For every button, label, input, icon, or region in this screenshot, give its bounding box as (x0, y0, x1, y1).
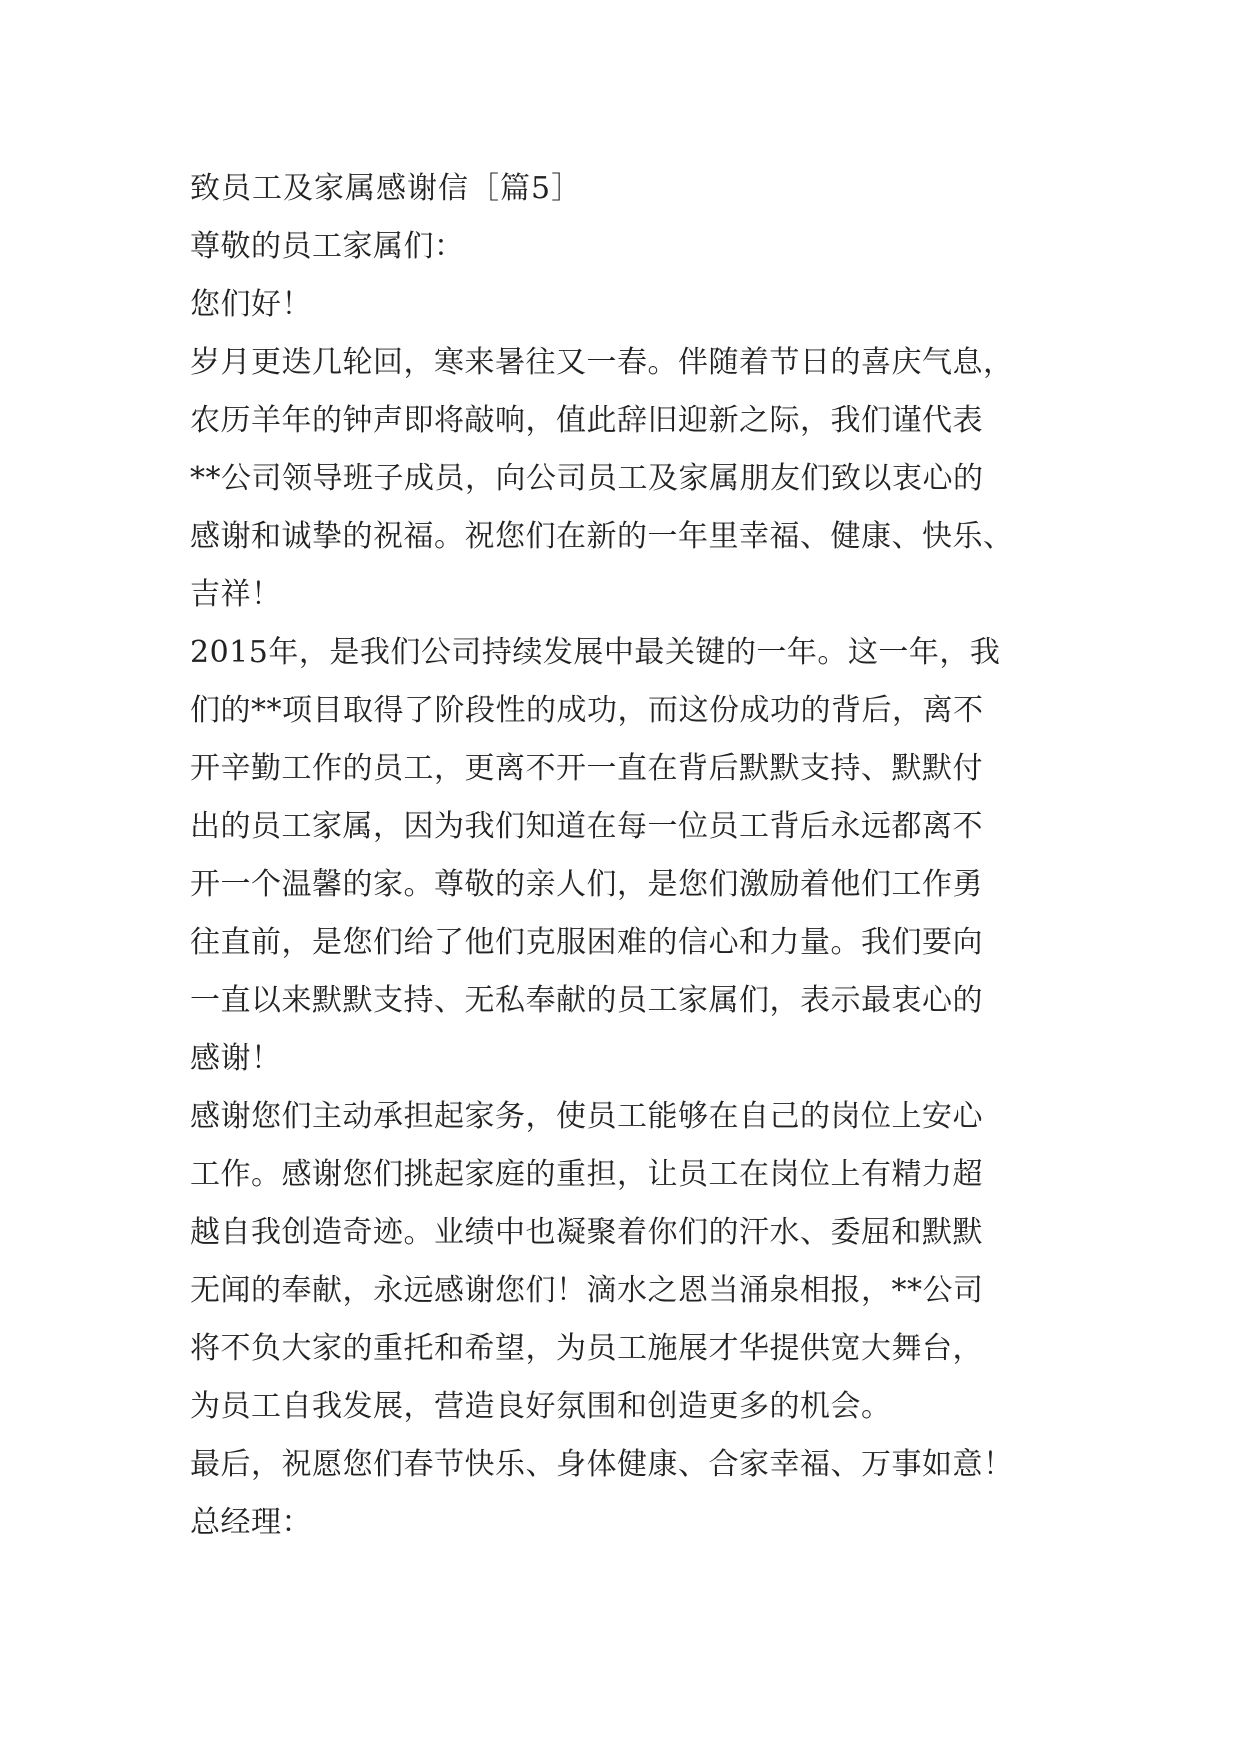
paragraph-line: 为员工自我发展，营造良好氛围和创造更多的机会。 (190, 1389, 892, 1424)
paragraph-line: 无闻的奉献，永远感谢您们！滴水之恩当涌泉相报，**公司 (190, 1273, 984, 1308)
paragraph-line: 一直以来默默支持、无私奉献的员工家属们，表示最衷心的 (190, 983, 983, 1018)
letter-body (190, 160, 1055, 1552)
salutation: 尊敬的员工家属们： (190, 229, 465, 264)
paragraph-line: 岁月更迭几轮回，寒来暑往又一春。伴随着节日的喜庆气息， (190, 345, 1014, 380)
paragraph-line: 出的员工家属，因为我们知道在每一位员工背后永远都离不 (190, 809, 983, 844)
paragraph-line: 开辛勤工作的员工，更离不开一直在背后默默支持、默默付 (190, 751, 983, 786)
paragraph-line: 越自我创造奇迹。业绩中也凝聚着你们的汗水、委屈和默默 (190, 1215, 983, 1250)
paragraph-line: 感谢！ (190, 1041, 282, 1076)
paragraph-line: 们的**项目取得了阶段性的成功，而这份成功的背后，离不 (190, 693, 984, 728)
paragraph-line: 吉祥！ (190, 577, 282, 612)
paragraph-line: 往直前，是您们给了他们克服困难的信心和力量。我们要向 (190, 925, 983, 960)
paragraph-3 (190, 1088, 1055, 1436)
paragraph-1 (190, 334, 1055, 624)
paragraph-line: 2015年，是我们公司持续发展中最关键的一年。这一年，我 (190, 635, 1001, 670)
document-title: 致员工及家属感谢信［篇5］ (190, 171, 583, 206)
paragraph-line: 最后，祝愿您们春节快乐、身体健康、合家幸福、万事如意！ (190, 1447, 1014, 1482)
paragraph-2 (190, 624, 1055, 1088)
paragraph-line: 农历羊年的钟声即将敲响，值此辞旧迎新之际，我们谨代表 (190, 403, 983, 438)
paragraph-line: 将不负大家的重托和希望，为员工施展才华提供宽大舞台， (190, 1331, 983, 1366)
signature-label: 总经理： (190, 1505, 312, 1540)
paragraph-line: 感谢您们主动承担起家务，使员工能够在自己的岗位上安心 (190, 1099, 983, 1134)
paragraph-line: 开一个温馨的家。尊敬的亲人们，是您们激励着他们工作勇 (190, 867, 983, 902)
greeting: 您们好！ (190, 287, 312, 322)
paragraph-line: 工作。感谢您们挑起家庭的重担，让员工在岗位上有精力超 (190, 1157, 983, 1192)
paragraph-4 (190, 1436, 1055, 1494)
paragraph-line: 感谢和诚挚的祝福。祝您们在新的一年里幸福、健康、快乐、 (190, 519, 1014, 554)
paragraph-line: **公司领导班子成员，向公司员工及家属朋友们致以衷心的 (190, 461, 984, 496)
